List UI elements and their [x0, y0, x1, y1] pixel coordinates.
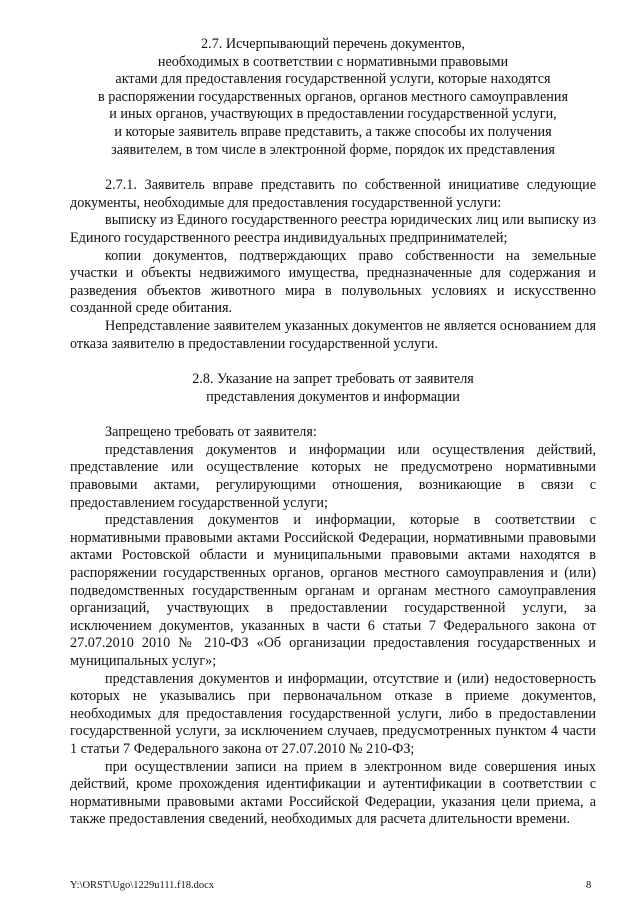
paragraph-2-7-1: 2.7.1. Заявитель вправе представить по собственной инициативе следующие документы, необходимые для предоставления государственной услуги: — [70, 177, 596, 211]
heading-line: 2.8. Указание на запрет требовать от заявителя — [192, 371, 474, 388]
heading-line: в распоряжении государственных органов, органов местного самоуправления — [98, 88, 568, 105]
paragraph-non-submission: Непредставление заявителем указанных документов не является основанием для отказа заявителю в предоставлении государственной услуги. — [70, 317, 596, 352]
paragraph-prohibited-1: представления документов и информации или осуществления действий, представление или осуществление которых не предусмотрено нормативными правовыми актами, регулирующими отношения, возникающие в связи с предоставлением государственной услуги; — [70, 441, 596, 511]
section-2-7-heading — [70, 36, 596, 159]
footer-file-path: Y:\ORST\Ugo\1229u111.f18.docx — [70, 880, 215, 891]
heading-line: заявителем, в том числе в электронной форме, порядок их представления — [111, 141, 555, 158]
heading-line: 2.7. Исчерпывающий перечень документов, — [201, 36, 465, 52]
page-content — [70, 36, 596, 829]
paragraph-property-docs: копии документов, подтверждающих право собственности на земельные участки и объекты недвижимого имущества, предназначенные для содержания и разведения объектов животного мира в полувольных условиях и искусственно созданной среде обитания. — [70, 247, 596, 317]
heading-line: и которые заявитель вправе представить, а также способы их получения — [114, 123, 552, 140]
paragraph-prohibited-4: при осуществлении записи на прием в электронном виде совершения иных действий, кроме прохождения идентификации и аутентификации в соответствии с нормативными правовыми актами Российской Федерации, указания цели приема, а также предоставления сведений, необходимых для расчета длительности времени. — [70, 758, 596, 828]
heading-line: и иных органов, участвующих в предоставлении государственной услуги, — [109, 106, 557, 123]
section-2-8-heading — [70, 371, 596, 406]
paragraph-prohibited-intro: Запрещено требовать от заявителя: — [105, 424, 317, 441]
paragraph-prohibited-2: представления документов и информации, которые в соответствии с нормативными правовыми актами Российской Федерации, нормативными правовыми актами Ростовской области и муниципальными правовыми актами находятся в распоряжении государственных органов, органов местного самоуправления и (или) подведомственных государственным органам и органам местного самоуправления организаций, участвующих в предоставлении государственной услуги, за исключением документов, указанных в части 6 статьи 7 Федерального закона от 27.07.2010 2010 № 210-ФЗ «Об организации предоставления государственных и муниципальных услуг»; — [70, 512, 596, 669]
paragraph-egrul: выписку из Единого государственного реестра юридических лиц или выписку из Единого государственного реестра индивидуальных предпринимателей; — [70, 212, 596, 246]
heading-line: представления документов и информации — [206, 388, 460, 405]
heading-line: необходимых в соответствии с нормативными правовыми — [157, 53, 509, 70]
page-number: 8 — [586, 880, 592, 891]
paragraph-prohibited-3: представления документов и информации, отсутствие и (или) недостоверность которых не указывались при первоначальном отказе в приеме документов, необходимых для предоставления государственной услуги, либо в предоставлении государственной услуги, за исключением случаев, предусмотренных пунктом 4 части 1 статьи 7 Федерального закона от 27.07.2010 № 210-ФЗ; — [70, 670, 596, 757]
heading-line: актами для предоставления государственной услуги, которые находятся — [115, 71, 551, 88]
